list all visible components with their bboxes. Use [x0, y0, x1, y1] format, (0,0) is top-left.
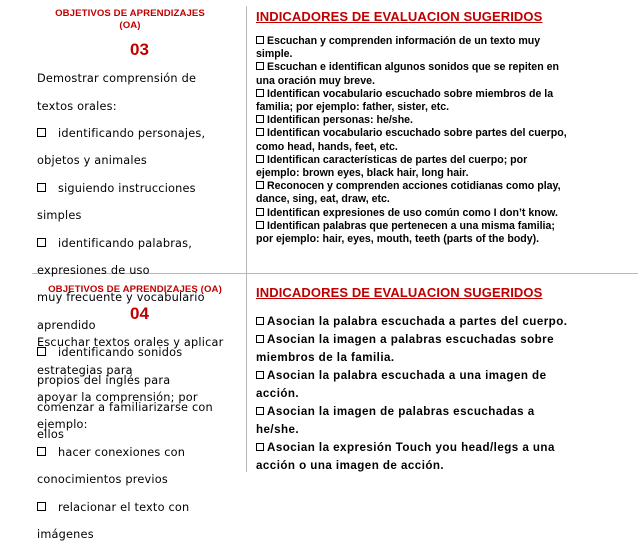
indicator-line-text: he/she.	[256, 423, 300, 436]
indicator-line-text: Asocian la imagen de palabras escuchadas a	[267, 405, 535, 418]
oa-line	[37, 263, 242, 279]
checkbox-bullet-icon	[37, 238, 46, 247]
indicator-line	[256, 331, 634, 349]
oa-line-text: expresiones de uso	[37, 264, 150, 278]
oa-line-text: siguiendo instrucciones	[58, 181, 196, 195]
indicator-line-text: familia; por ejemplo: father, sister, etc.	[256, 101, 450, 114]
oa-number: 04	[130, 304, 149, 323]
indicators-column-1	[256, 9, 634, 246]
checkbox-bullet-icon	[256, 128, 264, 136]
indicator-line-text: Escuchan y comprenden información de un texto muy	[267, 35, 541, 47]
indicator-line-text: Reconocen y comprenden acciones cotidianas como play,	[267, 180, 561, 193]
indicator-line-text: Identifican vocabulario escuchado sobre partes del cuerpo,	[267, 127, 567, 140]
indicator-line-text: dance, sing, eat, draw, etc.	[256, 193, 390, 206]
checkbox-bullet-icon	[256, 443, 264, 451]
indicator-line	[256, 313, 634, 331]
indicator-line-text: Identifican palabras que pertenecen a una misma familia;	[267, 219, 555, 232]
oa-line-text: Escuchar textos orales y aplicar	[37, 336, 224, 350]
oa-line-text: apoyar la comprensión; por	[37, 391, 198, 405]
oa-line	[37, 153, 242, 169]
indicator-line	[256, 457, 634, 475]
indicator-line	[256, 233, 634, 246]
oa-line-text: identificando personajes,	[58, 127, 206, 141]
indicator-line	[256, 193, 634, 206]
indicator-line-text: Identifican vocabulario escuchado sobre miembros de la	[267, 87, 554, 100]
indicators-list	[256, 35, 634, 246]
indicator-line	[256, 127, 634, 140]
checkbox-bullet-icon	[256, 89, 264, 97]
oa-number: 03	[130, 40, 149, 59]
indicators-header: INDICADORES DE EVALUACION SUGERIDOS	[256, 9, 543, 24]
oa-line-text: muy frecuente y vocabulario	[37, 291, 205, 305]
oa-line	[37, 445, 242, 461]
oa-column-2	[37, 284, 242, 554]
oa-line	[37, 71, 242, 87]
indicator-line-text: acción o una imagen de acción.	[256, 459, 445, 472]
checkbox-bullet-icon	[256, 115, 264, 123]
oa-line	[37, 500, 242, 516]
checkbox-bullet-icon	[256, 155, 264, 163]
oa-line-text: hacer conexiones con	[58, 445, 186, 459]
checkbox-bullet-icon	[37, 447, 46, 456]
indicator-line-text: acción.	[256, 387, 300, 400]
indicator-line	[256, 141, 634, 154]
indicator-line	[256, 101, 634, 114]
indicator-line-text: ejemplo: brown eyes, black hair, long hair.	[256, 167, 469, 180]
oa-line	[37, 99, 242, 115]
indicator-line	[256, 367, 634, 385]
indicators-list	[256, 313, 634, 475]
indicator-line	[256, 421, 634, 439]
oa-line-text: ellos	[37, 428, 65, 442]
column-divider	[246, 6, 247, 472]
checkbox-bullet-icon	[37, 502, 46, 511]
indicators-column-2	[256, 285, 634, 475]
indicator-line-text: Asocian la palabra escuchada a una imagen de	[267, 369, 547, 382]
oa-line-text: simples	[37, 209, 82, 223]
indicator-line	[256, 385, 634, 403]
checkbox-bullet-icon	[256, 335, 264, 343]
oa-line-text: ejemplo:	[37, 418, 88, 432]
checkbox-bullet-icon	[256, 221, 264, 229]
indicator-line	[256, 61, 634, 74]
indicator-line-text: Identifican personas: he/she.	[267, 114, 413, 127]
oa-line	[37, 335, 242, 351]
oa-line-text: textos orales:	[37, 99, 117, 113]
oa-line-text: relacionar el texto con	[58, 500, 190, 514]
indicator-line-text: Asocian la expresión Touch you head/legs a una	[267, 441, 555, 454]
checkbox-bullet-icon	[256, 36, 264, 44]
checkbox-bullet-icon	[37, 128, 46, 137]
indicator-line	[256, 220, 634, 233]
indicator-line	[256, 35, 634, 48]
oa-line	[37, 472, 242, 488]
oa-line-text: Demostrar comprensión de	[37, 72, 197, 86]
indicator-line-text: como head, hands, feet, etc.	[256, 140, 398, 153]
indicator-line-text: simple.	[256, 48, 293, 61]
indicator-line	[256, 207, 634, 220]
checkbox-bullet-icon	[256, 317, 264, 325]
oa-line	[37, 363, 242, 379]
indicator-line	[256, 180, 634, 193]
oa-line	[37, 208, 242, 224]
checkbox-bullet-icon	[256, 407, 264, 415]
oa-line	[37, 417, 242, 433]
indicator-line	[256, 75, 634, 88]
indicator-line	[256, 114, 634, 127]
checkbox-bullet-icon	[256, 181, 264, 189]
oa-line	[37, 236, 242, 252]
indicator-line	[256, 48, 634, 61]
indicator-line	[256, 88, 634, 101]
indicator-line	[256, 154, 634, 167]
oa-line-text: identificando sonidos	[58, 346, 183, 360]
indicator-line-text: una oración muy breve.	[256, 74, 375, 87]
oa-header: OBJETIVOS DE APRENDIZAJES (OA)	[55, 8, 205, 31]
oa-line-text: identificando palabras,	[58, 236, 193, 250]
oa-line	[37, 126, 242, 142]
oa-line-text: propios del inglés para	[37, 373, 171, 387]
checkbox-bullet-icon	[256, 62, 264, 70]
indicator-line-text: Escuchan e identifican algunos sonidos que se repiten en	[267, 61, 559, 74]
oa-line-text: aprendido	[37, 318, 96, 332]
indicator-line-text: Identifican expresiones de uso común como I don’t know.	[267, 206, 558, 219]
oa-header: OBJETIVOS DE APRENDIZAJES (OA)	[48, 284, 222, 295]
oa-line-text: imágenes	[37, 528, 94, 542]
oa-description	[37, 335, 242, 543]
indicator-line	[256, 403, 634, 421]
indicator-line-text: Identifican características de partes del cuerpo; por	[267, 153, 528, 166]
indicator-line	[256, 167, 634, 180]
indicator-line-text: Asocian la imagen a palabras escuchadas sobre	[267, 333, 555, 346]
indicator-line-text: Asocian la palabra escuchada a partes del cuerpo.	[267, 315, 568, 328]
checkbox-bullet-icon	[256, 371, 264, 379]
oa-line-text: estrategias para	[37, 363, 133, 377]
oa-line-text: comenzar a familiarizarse con	[37, 400, 213, 414]
indicator-line-text: por ejemplo: hair, eyes, mouth, teeth (parts of the body).	[256, 233, 540, 246]
oa-line-text: conocimientos previos	[37, 473, 168, 487]
oa-line-text: objetos y animales	[37, 154, 147, 168]
indicator-line	[256, 349, 634, 367]
checkbox-bullet-icon	[37, 183, 46, 192]
oa-line	[37, 390, 242, 406]
indicator-line-text: miembros de la familia.	[256, 351, 395, 364]
indicators-header: INDICADORES DE EVALUACION SUGERIDOS	[256, 285, 543, 300]
checkbox-bullet-icon	[256, 208, 264, 216]
indicator-line	[256, 439, 634, 457]
oa-line	[37, 527, 242, 543]
oa-line	[37, 181, 242, 197]
